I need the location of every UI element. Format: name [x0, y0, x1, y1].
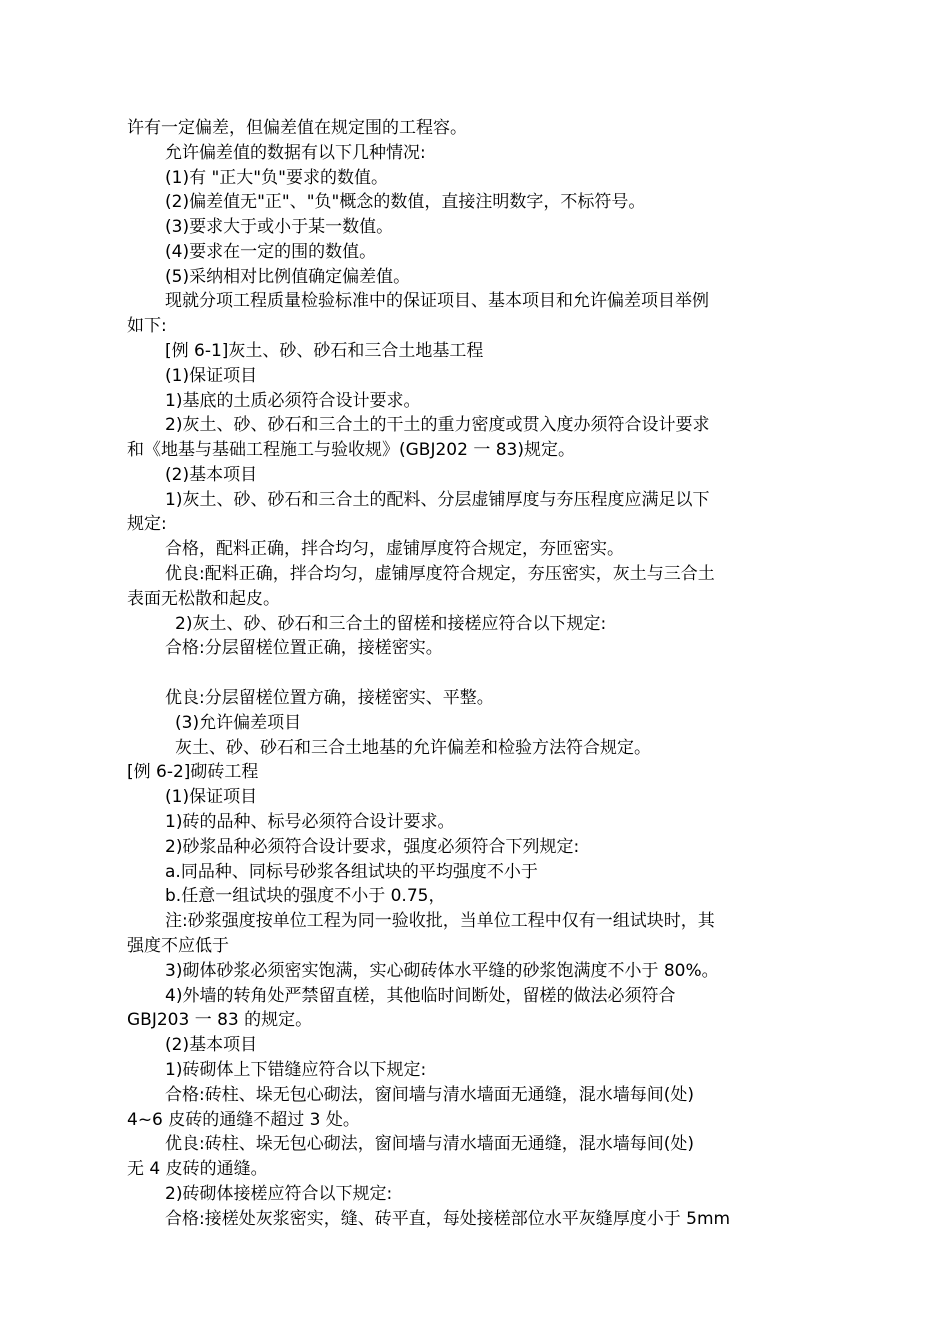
text-line-44: 合格:接槎处灰浆密实，缝、砖平直，每处接槎部位水平灰缝厚度小于 5mm — [165, 1209, 731, 1229]
text-line-17: 规定: — [127, 514, 167, 534]
text-line-21: 2)灰土、砂、砂石和三合土的留槎和接槎应符合以下规定: — [175, 614, 607, 634]
text-line-6: (4)要求在一定的围的数值。 — [165, 242, 377, 262]
text-line-32: 注:砂浆强度按单位工程为同一验收批，当单位工程中仅有一组试块时，其 — [165, 911, 715, 931]
text-line-18: 合格，配料正确，拌合均匀，虚铺厚度符合规定，夯匝密实。 — [165, 539, 624, 559]
text-line-13: 2)灰土、砂、砂石和三合土的干土的重力密度或贯入度办须符合设计要求 — [165, 415, 710, 435]
text-line-39: 合格:砖柱、垛无包心砌法，窗间墙与清水墙面无通缝，混水墙每间(处) — [165, 1085, 694, 1105]
text-line-40: 4~6 皮砖的通缝不超过 3 处。 — [127, 1110, 360, 1130]
text-line-41: 优良:砖柱、垛无包心砌法，窗间墙与清水墙面无通缝，混水墙每间(处) — [165, 1134, 694, 1154]
text-line-2: 允许偏差值的数据有以下几种情况: — [165, 143, 426, 163]
text-line-22: 合格:分层留槎位置正确，接槎密实。 — [165, 638, 443, 658]
text-line-4: (2)偏差值无"正"、"负"概念的数值，直接注明数字，不标符号。 — [165, 192, 646, 212]
text-line-24: (3)允许偏差项目 — [175, 713, 302, 733]
text-line-34: 3)砌体砂浆必须密实饱满，实心砌砖体水平缝的砂浆饱满度不小于 80%。 — [165, 961, 719, 981]
text-line-30: a.同品种、同标号砂浆各组试块的平均强度不小于 — [165, 862, 538, 882]
text-line-19: 优良:配料正确，拌合均匀，虚铺厚度符合规定，夯压密实，灰土与三合土 — [165, 564, 715, 584]
text-line-26: [例 6-2]砌砖工程 — [127, 762, 259, 782]
text-line-25: 灰土、砂、砂石和三合土地基的允许偏差和检验方法符合规定。 — [175, 738, 651, 758]
text-line-11: (1)保证项目 — [165, 366, 258, 386]
text-line-16: 1)灰土、砂、砂石和三合土的配料、分层虚铺厚度与夯压程度应满足以下 — [165, 490, 710, 510]
text-line-9: 如下: — [127, 316, 167, 336]
text-line-10: [例 6-1]灰土、砂、砂石和三合土地基工程 — [165, 341, 484, 361]
text-line-8: 现就分项工程质量检验标准中的保证项目、基本项目和允许偏差项目举例 — [165, 291, 709, 311]
text-line-14: 和《地基与基础工程施工与验收规》(GBJ202 一 83)规定。 — [127, 440, 576, 460]
text-line-27: (1)保证项目 — [165, 787, 258, 807]
text-line-31: b.任意一组试块的强度不小于 0.75， — [165, 886, 446, 906]
text-line-23: 优良:分层留槎位置方确，接槎密实、平整。 — [165, 688, 494, 708]
text-line-20: 表面无松散和起皮。 — [127, 589, 280, 609]
text-line-33: 强度不应低于 — [127, 936, 229, 956]
text-line-15: (2)基本项目 — [165, 465, 258, 485]
text-line-36: GBJ203 一 83 的规定。 — [127, 1010, 313, 1030]
text-line-28: 1)砖的品种、标号必须符合设计要求。 — [165, 812, 455, 832]
text-line-7: (5)采纳相对比例值确定偏差值。 — [165, 267, 411, 287]
text-line-37: (2)基本项目 — [165, 1035, 258, 1055]
text-line-43: 2)砖砌体接槎应符合以下规定: — [165, 1184, 393, 1204]
text-line-38: 1)砖砌体上下错缝应符合以下规定: — [165, 1060, 427, 1080]
text-line-1: 许有一定偏差，但偏差值在规定围的工程容。 — [127, 118, 467, 138]
text-line-29: 2)砂浆品种必须符合设计要求，强度必须符合下列规定: — [165, 837, 580, 857]
text-line-3: (1)有 "正大"负"要求的数值。 — [165, 168, 388, 188]
text-line-12: 1)基底的土质必须符合设计要求。 — [165, 391, 421, 411]
text-line-35: 4)外墙的转角处严禁留直槎，其他临时间断处，留槎的做法必须符合 — [165, 986, 676, 1006]
text-line-5: (3)要求大于或小于某一数值。 — [165, 217, 394, 237]
text-line-42: 无 4 皮砖的通缝。 — [127, 1159, 268, 1179]
